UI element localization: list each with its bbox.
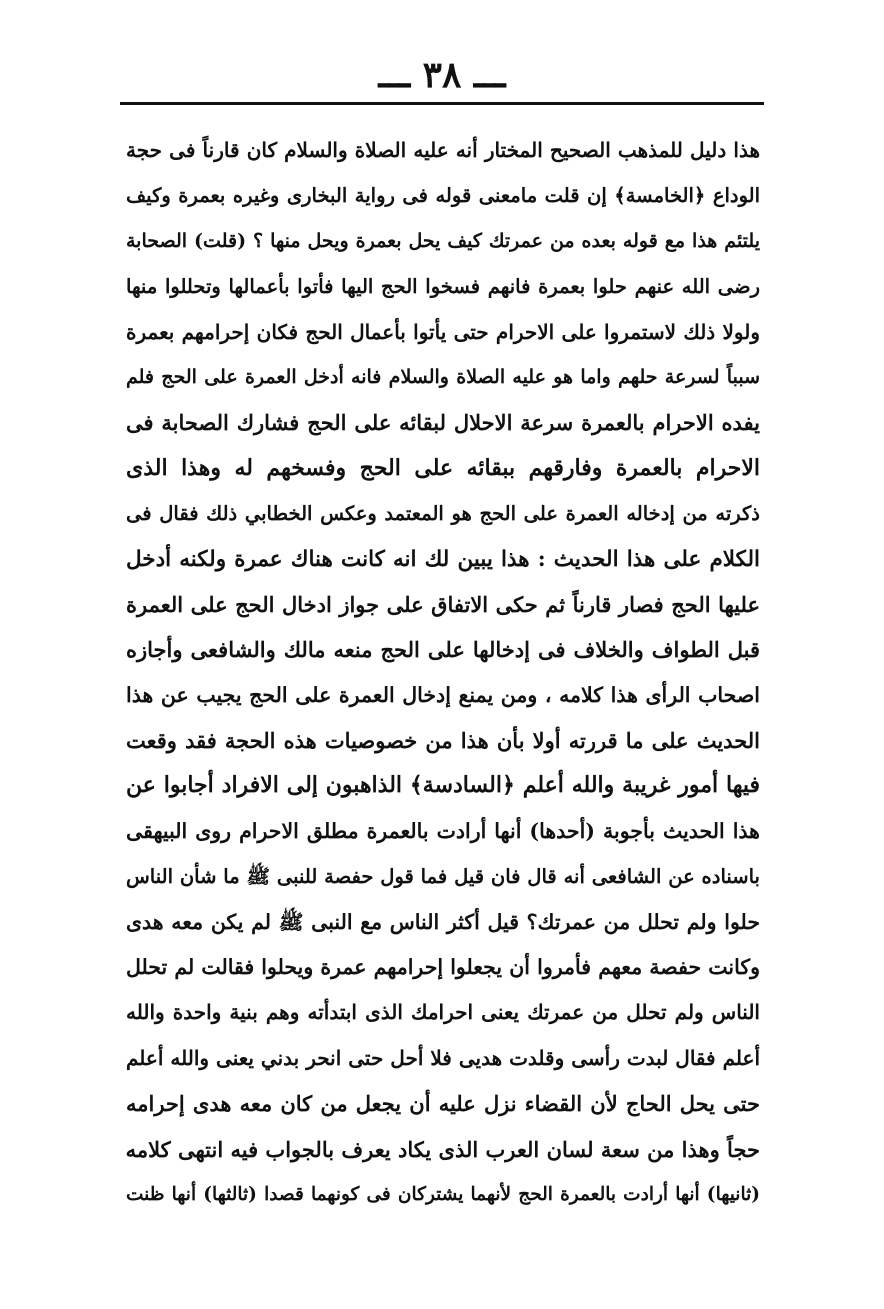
- text-line: ولولا ذلك لاستمروا على الاحرام حتى يأتوا بأعمال الحج فكان إحرامهم بعمرة: [126, 319, 760, 344]
- text-line: حتى يحل الحاج لأن القضاء نزل عليه أن يجعل من كان معه هدى إحرامه: [126, 1091, 760, 1117]
- page-number: ـــ ٣٨ ـــ: [378, 54, 506, 96]
- text-line: الوداع ﴿الخامسة﴾ إن قلت مامعنى قوله فى رواية البخارى وغيره بعمرة وكيف: [126, 184, 760, 208]
- text-line: الناس ولم تحلل من عمرتك يعنى احرامك الذى ابتدأته وهم بنية واحدة والله: [126, 1000, 760, 1025]
- text-line: قبل الطواف والخلاف فى إدخالها على الحج منعه مالك والشافعى وأجازه: [126, 637, 760, 663]
- text-line: يفده الاحرام بالعمرة سرعة الاحلال لبقائه على الحج فشارك الصحابة فى: [126, 410, 760, 436]
- text-line: الاحرام بالعمرة وفارقهم ببقائه على الحج وفسخهم له وهذا الذى: [126, 454, 760, 481]
- text-line: أعلم فقال لبدت رأسى وقلدت هديى فلا أحل حتى انحر بدني يعنى والله أعلم: [126, 1045, 760, 1070]
- text-line: (ثانيها) أنها أرادت بالعمرة الحج لأنهما يشتركان فى كونهما قصدا (ثالثها) أنها ظنت: [126, 1183, 760, 1205]
- page-header: [120, 52, 764, 112]
- header-rule: [120, 102, 764, 105]
- text-line: هذا دليل للمذهب الصحيح المختار أنه عليه الصلاة والسلام كان قارناً فى حجة: [126, 138, 760, 162]
- text-line: باسناده عن الشافعى أنه قال فان قيل فما قول حفصة للنبى ﷺ ما شأن الناس: [126, 865, 760, 889]
- text-line: يلتئم هذا مع قوله بعده من عمرتك كيف يحل بعمرة ويحل منها ؟ (قلت) الصحابة: [126, 229, 760, 252]
- text-line: حلوا ولم تحلل من عمرتك؟ قيل أكثر الناس مع النبى ﷺ لم يكن معه هدى: [126, 909, 760, 934]
- text-line: حجاً وهذا من سعة لسان العرب الذى يكاد يعرف بالجواب فيه انتهى كلامه: [126, 1136, 760, 1162]
- text-line: وكانت حفصة معهم فأمروا أن يجعلوا إحرامهم عمرة ويحلوا فقالت لم تحلل: [126, 955, 760, 980]
- text-line: الكلام على هذا الحديث : هذا يبين لك انه كانت هناك عمرة ولكنه أدخل: [126, 546, 760, 572]
- text-line: عليها الحج فصار قارناً ثم حكى الاتفاق على جواز ادخال الحج على العمرة: [126, 591, 760, 617]
- text-line: فيها أمور غريبة والله أعلم ﴿السادسة﴾ الذاهبون إلى الافراد أجابوا عن: [126, 772, 760, 799]
- text-line: الحديث على ما قررته أولا بأن هذا من خصوصيات هذه الحجة فقد وقعت: [126, 728, 760, 754]
- text-line: رضى الله عنهم حلوا بعمرة فانهم فسخوا الحج اليها فأتوا بأعمالها وتحللوا منها: [126, 275, 760, 299]
- text-line: اصحاب الرأى هذا كلامه ، ومن يمنع إدخال العمرة على الحج يجيب عن هذا: [126, 682, 760, 707]
- text-line: هذا الحديث بأجوبة (أحدها) أنها أرادت بالعمرة مطلق الاحرام روى البيهقى: [126, 818, 760, 843]
- text-line: ذكرته من إدخاله العمرة على الحج هو المعتمد وعكس الخطابي ذلك فقال فى: [126, 502, 760, 526]
- text-line: سبباً لسرعة حلهم واما هو عليه الصلاة والسلام فانه أدخل العمرة على الحج فلم: [126, 365, 760, 388]
- body-text: [126, 128, 760, 1217]
